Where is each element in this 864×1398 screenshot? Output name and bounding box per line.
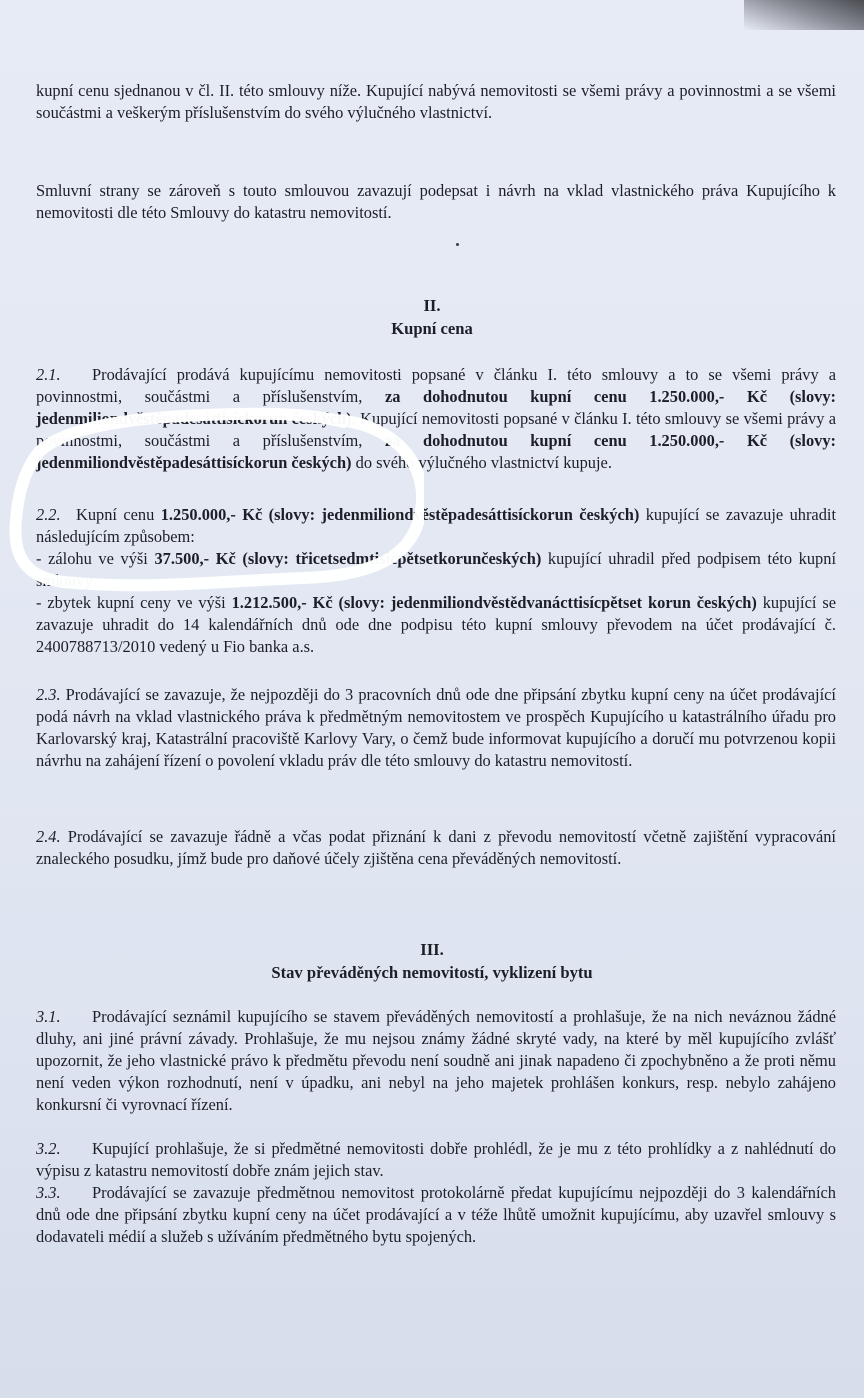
clause-3-2 [36, 1138, 836, 1182]
clause-text: kupující se zavazuje uhradit následujícím způsobem: [36, 505, 836, 546]
payment-item-1-text: - zálohu ve výši [36, 549, 155, 568]
clause-3-3 [36, 1182, 836, 1248]
clause-2-4 [36, 826, 836, 870]
clause-text: Kupující prohlašuje, že si předmětné nemovitosti dobře prohlédl, že je mu z této prohlídky a z nahlédnutí do výpisu z katastru nemovitostí dobře znám jejich stav. [36, 1139, 836, 1180]
clause-text: . Kupující nemovitosti popsané v článku I. této smlouvy se všemi právy a povinnostmi, součástmi a příslušenstvím, [36, 409, 836, 450]
clause-price-bold: za dohodnutou kupní cenu 1.250.000,- Kč (slovy: jedenmiliondvěstěpadesáttisíckorun českých) [36, 387, 837, 428]
section-2-number: II. [423, 296, 441, 315]
clause-number: 2.3. [36, 685, 61, 704]
section-2-title: Kupní cena [391, 319, 473, 338]
clause-text: Prodávající se zavazuje řádně a včas podat přiznání k dani z převodu nemovitostí včetně zajištění vypracování znaleckého posudku, jímž bude pro daňové účely zjištěna cena převáděných nemovitostí. [36, 827, 836, 868]
payment-item-2-text: kupující se zavazuje uhradit do 14 kalendářních dnů ode dne podpisu této kupní smlouvy převodem na účet prodávající č. 2400788713/2010 vedený u Fio banka a.s. [36, 593, 836, 656]
payment-item-2-amount: 1.212.500,- Kč (slovy: jedenmiliondvěstědvanácttisícpětset korun českých) [231, 593, 757, 612]
intro-paragraph-2 [36, 180, 836, 224]
clause-price-bold: za dohodnutou kupní cenu 1.250.000,- Kč (slovy: jedenmiliondvěstěpadesáttisíckorun českých) [36, 431, 837, 472]
clause-2-3 [36, 684, 836, 772]
section-3-title: Stav převáděných nemovitostí, vyklizení bytu [271, 963, 593, 982]
clause-text: Prodávající prodává kupujícímu nemovitosti popsané v článku I. této smlouvy a to se všemi právy a povinnostmi, součástmi a příslušenstvím, [36, 365, 836, 406]
payment-item-2-text: - zbytek kupní ceny ve výši [36, 593, 232, 612]
clause-text: Prodávající se zavazuje, že nejpozději do 3 pracovních dnů ode dne připsání zbytku kupní ceny na účet prodávající podá návrh na vklad vlastnického práva k předmětným nemovitostem ve prospěch Kupujícího u katastrálního úřadu pro Karlovarský kraj, Katastrální pracoviště Karlovy Vary, o čemž bude informovat kupujícího a doručí mu potvrzenou kopii návrhu na zahájení řízení o povolení vkladu práv dle této smlouvy do katastru nemovitostí. [36, 685, 836, 770]
clause-number: 2.2. [36, 505, 61, 524]
clause-text: do svého výlučného vlastnictví kupuje. [351, 453, 612, 472]
clause-text: Prodávající se zavazuje předmětnou nemovitost protokolárně předat kupujícímu nejpozději do 3 kalendářních dnů ode dne připsání zbytku kupní ceny na účet prodávající a v téže lhůtě umožnit kupujícímu, aby uzavřel smlouvy s dodavateli médií a služeb s užíváním předmětného bytu spojených. [36, 1183, 836, 1246]
intro-paragraph-1 [36, 80, 836, 124]
clause-number: 2.4. [36, 827, 61, 846]
clause-number: 2.1. [36, 365, 61, 384]
clause-2-1 [36, 364, 836, 474]
intro-text-2: Smluvní strany se zároveň s touto smlouvou zavazují podepsat i návrh na vklad vlastnického práva Kupujícího k nemovitosti dle této Smlouvy do katastru nemovitostí. [36, 181, 836, 222]
clause-number: 3.1. [36, 1007, 61, 1026]
intro-text-1: kupní cenu sjednanou v čl. II. této smlouvy níže. Kupující nabývá nemovitosti se všemi právy a povinnostmi a se všemi součástmi a veškerým příslušenstvím do svého výlučného vlastnictví. [36, 81, 836, 122]
payment-item-1-amount: 37.500,- Kč (slovy: třicetsedmtisícpětsetkorunčeských) [154, 549, 542, 568]
clause-text: Prodávající seznámil kupujícího se stavem převáděných nemovitostí a prohlašuje, že na nich neváznou žádné dluhy, ani jiné právní závady. Prohlašuje, že mu nejsou známy žádné skryté vady, na které by měl kupujícího zvlášť upozornit, že jeho vlastnické právo k předmětu převodu není soudně ani jinak napadeno či zpochybněno a že proti němu není veden výkon rozhodnutí, není v úpadku, ani nebyl na jeho majetek prohlášen konkurs, resp. nebylo zahájeno konkursní či vyrovnací řízení. [36, 1007, 836, 1114]
clause-text: Kupní cenu [76, 505, 161, 524]
clause-2-2 [36, 504, 836, 658]
photo-edge-shadow [744, 0, 864, 30]
speck [456, 243, 459, 246]
section-3-number: III. [420, 940, 444, 959]
clause-price-bold: 1.250.000,- Kč (slovy: jedenmiliondvěstěpadesáttisíckorun českých) [160, 505, 640, 524]
clause-number: 3.3. [36, 1183, 61, 1202]
clause-3-1 [36, 1006, 836, 1116]
clause-number: 3.2. [36, 1139, 61, 1158]
payment-item-1-text: kupující uhradil před podpisem této kupní smlouvy [36, 549, 836, 590]
